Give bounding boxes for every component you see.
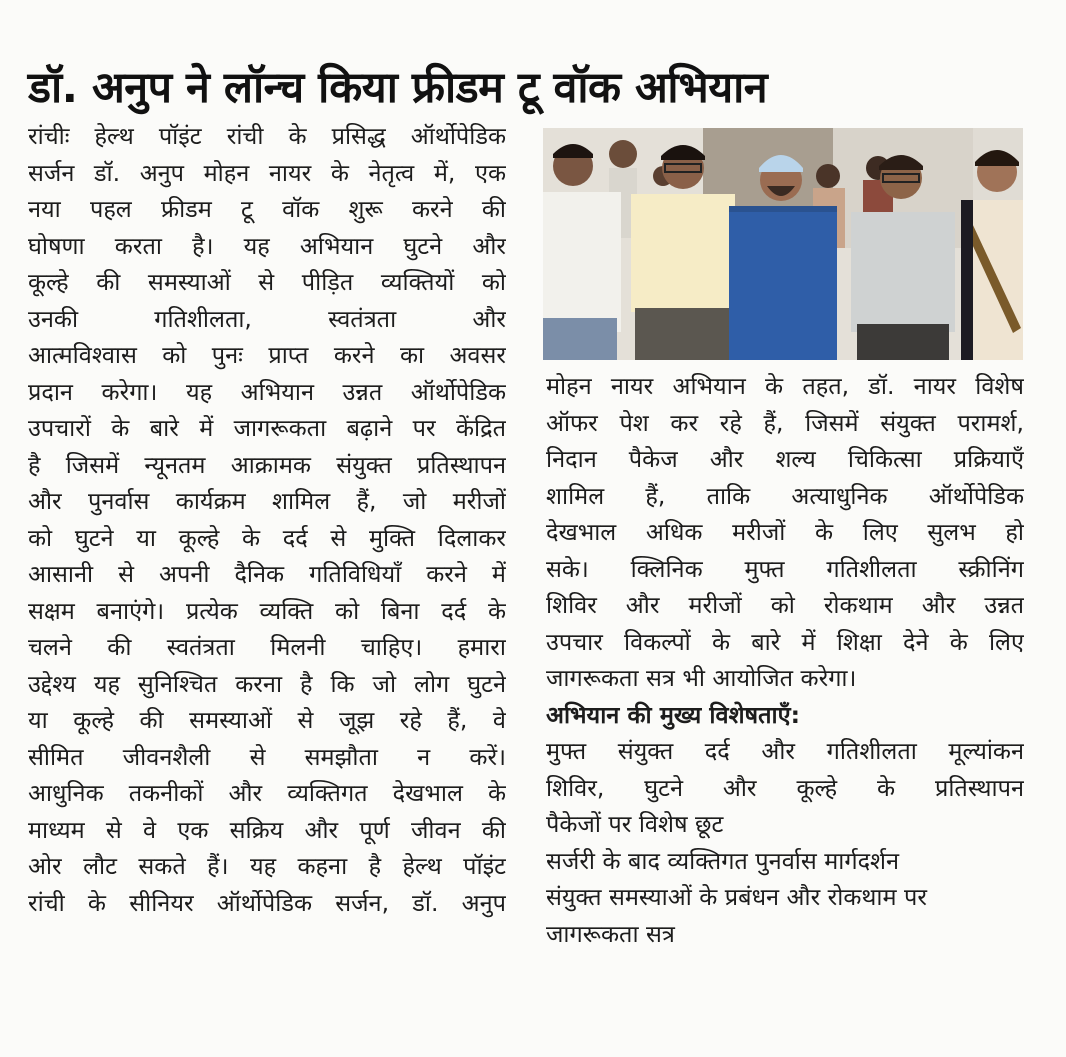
highlight-line: जागरूकता सत्र [546, 919, 675, 948]
body-line: माध्यम से वे एक सक्रिय और पूर्ण जीवन की [28, 815, 506, 844]
news-photo [543, 128, 1023, 360]
body-line: आसानी से अपनी दैनिक गतिविधियाँ करने में [28, 560, 506, 588]
body-line: सक्षम बनाएंगे। प्रत्येक व्यक्ति को बिना दर्द के [28, 596, 506, 625]
highlight-line: संयुक्त समस्याओं के प्रबंधन और रोकथाम पर [546, 883, 927, 911]
body-line: कूल्हे की समस्याओं से पीड़ित व्यक्तियों को [28, 268, 506, 296]
body-line: उपचारों के बारे में जागरूकता बढ़ाने पर केंद्रित [28, 414, 506, 442]
body-line: निदान पैकेज और शल्य चिकित्सा प्रक्रियाएँ [546, 445, 1024, 473]
body-line: रांचीः हेल्थ पॉइंट रांची के प्रसिद्ध ऑर्थोपेडिक [28, 122, 506, 150]
body-line: देखभाल अधिक मरीजों के लिए सुलभ हो [546, 518, 1024, 546]
highlight-line: सर्जरी के बाद व्यक्तिगत पुनर्वास मार्गदर्शन [546, 846, 900, 875]
body-line: उनकी गतिशीलता, स्वतंत्रता और [28, 304, 506, 333]
body-line: आधुनिक तकनीकों और व्यक्तिगत देखभाल के [28, 779, 506, 807]
body-line: शामिल हैं, ताकि अत्याधुनिक ऑर्थोपेडिक [546, 481, 1024, 510]
highlight-line: शिविर, घुटने और कूल्हे के प्रतिस्थापन [546, 773, 1024, 802]
body-line: आत्मविश्वास को पुनः प्राप्त करने का अवसर [28, 341, 506, 369]
body-line: सीमित जीवनशैली से समझौता न करें। [28, 742, 506, 771]
body-line: जागरूकता सत्र भी आयोजित करेगा। [546, 664, 857, 692]
body-line: घोषणा करता है। यह अभियान घुटने और [28, 231, 506, 260]
body-line: और पुनर्वास कार्यक्रम शामिल हैं, जो मरीजों [28, 487, 506, 515]
body-line: रांची के सीनियर ऑर्थोपेडिक सर्जन, डॉ. अनुप [28, 888, 506, 917]
highlights-heading: अभियान की मुख्य विशेषताएँ: [546, 700, 801, 729]
body-line: मोहन नायर अभियान के तहत, डॉ. नायर विशेष [546, 372, 1024, 400]
body-line: उद्देश्य यह सुनिश्चित करना है कि जो लोग घुटने [28, 669, 506, 698]
article-right-column [546, 368, 1024, 952]
body-line: चलने की स्वतंत्रता मिलनी चाहिए। हमारा [28, 633, 506, 661]
body-line: नया पहल फ्रीडम टू वॉक शुरू करने की [28, 195, 506, 223]
body-line: ऑफर पेश कर रहे हैं, जिसमें संयुक्त परामर्श, [546, 408, 1024, 437]
body-line: या कूल्हे की समस्याओं से जूझ रहे हैं, वे [28, 706, 506, 734]
headline: डॉ. अनुप ने लॉन्च किया फ्रीडम टू वॉक अभियान [28, 62, 768, 113]
body-line: को घुटने या कूल्हे के दर्द से मुक्ति दिलाकर [28, 523, 506, 552]
body-line: ओर लौट सकते हैं। यह कहना है हेल्थ पॉइंट [28, 852, 506, 880]
body-line: सके। क्लिनिक मुफ्त गतिशीलता स्क्रीनिंग [546, 554, 1024, 583]
body-line: प्रदान करेगा। यह अभियान उन्नत ऑर्थोपेडिक [28, 377, 506, 406]
body-line: है जिसमें न्यूनतम आक्रामक संयुक्त प्रतिस्थापन [28, 450, 506, 479]
highlight-line: मुफ्त संयुक्त दर्द और गतिशीलता मूल्यांकन [546, 737, 1024, 765]
photo-illustration [543, 128, 1023, 360]
body-line: उपचार विकल्पों के बारे में शिक्षा देने के लिए [546, 627, 1024, 656]
body-line: शिविर और मरीजों को रोकथाम और उन्नत [546, 591, 1024, 619]
body-line: सर्जन डॉ. अनुप मोहन नायर के नेतृत्व में, एक [28, 158, 506, 187]
highlight-line: पैकेजों पर विशेष छूट [546, 810, 724, 838]
article-left-column [28, 118, 506, 921]
